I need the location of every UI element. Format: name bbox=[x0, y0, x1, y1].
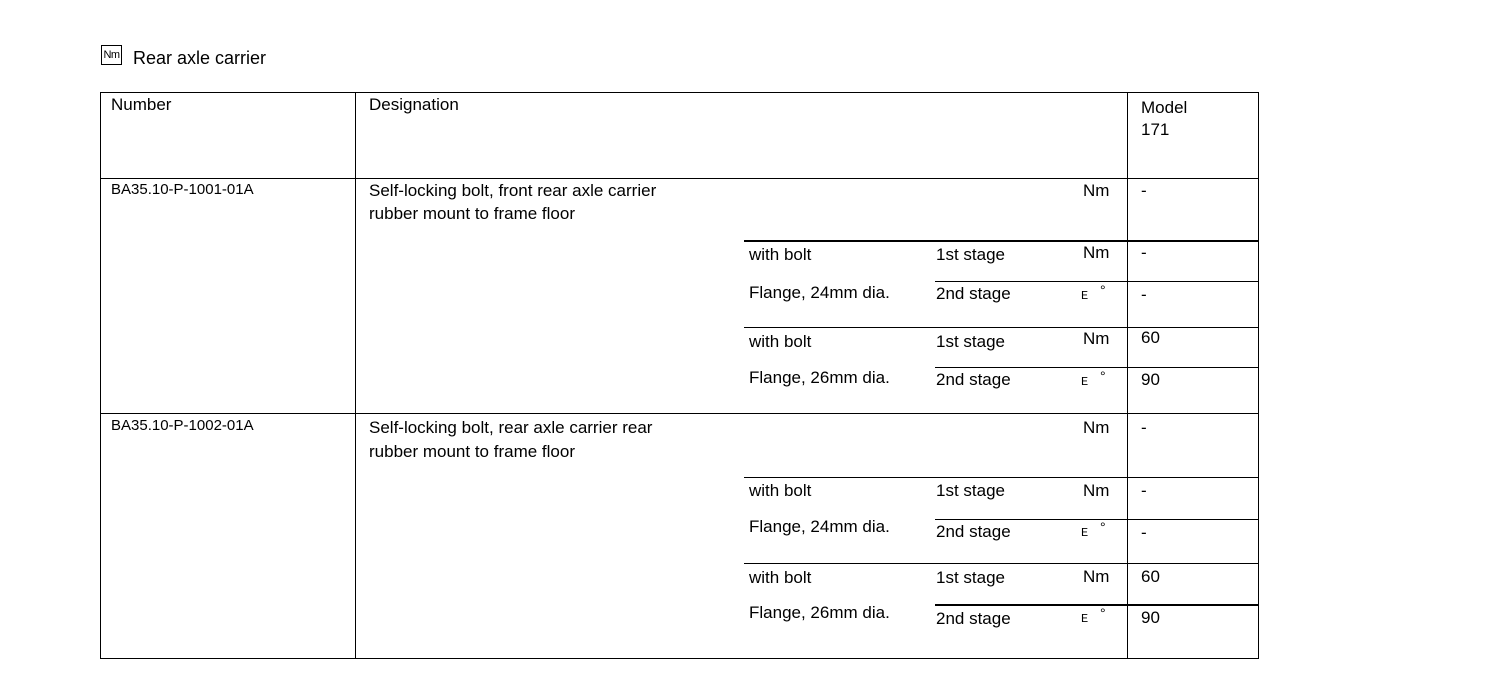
header-model-line2: 171 bbox=[1141, 120, 1170, 139]
subrow-stage: 2nd stage bbox=[936, 609, 1011, 628]
subrow-label: Flange, 26mm dia. bbox=[749, 368, 890, 387]
designation-line2: rubber mount to frame floor bbox=[369, 204, 575, 223]
unit-nm: Nm bbox=[1083, 418, 1110, 437]
subrow-label: with bolt bbox=[749, 332, 812, 351]
degree-icon: ° bbox=[1100, 282, 1106, 298]
designation-line2: rubber mount to frame floor bbox=[369, 442, 575, 461]
subrow-stage: 1st stage bbox=[936, 481, 1005, 500]
torque-value: 90 bbox=[1141, 608, 1160, 627]
torque-value: 60 bbox=[1141, 328, 1160, 347]
nm-torque-icon: Nm bbox=[101, 45, 122, 65]
subrow-stage: 2nd stage bbox=[936, 522, 1011, 541]
unit-nm: Nm bbox=[1083, 567, 1110, 586]
header-designation: Designation bbox=[369, 95, 459, 114]
header-model-line1: Model bbox=[1141, 98, 1188, 117]
subrow-label: with bolt bbox=[749, 245, 812, 264]
angle-unit-label: E bbox=[1081, 612, 1089, 626]
degree-icon: ° bbox=[1100, 605, 1106, 621]
unit-nm: Nm bbox=[1083, 243, 1110, 262]
subrow-stage: 2nd stage bbox=[936, 284, 1011, 303]
degree-icon: ° bbox=[1100, 519, 1106, 535]
torque-value: 90 bbox=[1141, 370, 1160, 389]
torque-value: - bbox=[1141, 285, 1147, 304]
designation-line1: Self-locking bolt, rear axle carrier rear bbox=[369, 418, 653, 437]
degree-icon: ° bbox=[1100, 368, 1106, 384]
subrow-label: Flange, 26mm dia. bbox=[749, 603, 890, 622]
subrow-stage: 1st stage bbox=[936, 568, 1005, 587]
part-number: BA35.10-P-1002-01A bbox=[111, 417, 254, 434]
designation-line1: Self-locking bolt, front rear axle carrier bbox=[369, 181, 657, 200]
angle-unit-label: E bbox=[1081, 375, 1089, 389]
subrow-label: with bolt bbox=[749, 568, 812, 587]
torque-value: - bbox=[1141, 418, 1147, 437]
unit-nm: Nm bbox=[1083, 181, 1110, 200]
torque-value: - bbox=[1141, 181, 1147, 200]
subrow-stage: 2nd stage bbox=[936, 370, 1011, 389]
torque-value: - bbox=[1141, 481, 1147, 500]
angle-unit-label: E bbox=[1081, 526, 1089, 540]
part-number: BA35.10-P-1001-01A bbox=[111, 181, 254, 198]
subrow-stage: 1st stage bbox=[936, 245, 1005, 264]
header-number: Number bbox=[111, 95, 172, 114]
torque-value: 60 bbox=[1141, 567, 1160, 586]
section-title: Rear axle carrier bbox=[133, 48, 267, 68]
angle-unit-label: E bbox=[1081, 289, 1089, 303]
subrow-label: Flange, 24mm dia. bbox=[749, 283, 890, 302]
subrow-stage: 1st stage bbox=[936, 332, 1005, 351]
torque-value: - bbox=[1141, 243, 1147, 262]
subrow-label: Flange, 24mm dia. bbox=[749, 517, 890, 536]
unit-nm: Nm bbox=[1083, 481, 1110, 500]
subrow-label: with bolt bbox=[749, 481, 812, 500]
torque-value: - bbox=[1141, 523, 1147, 542]
unit-nm: Nm bbox=[1083, 329, 1110, 348]
